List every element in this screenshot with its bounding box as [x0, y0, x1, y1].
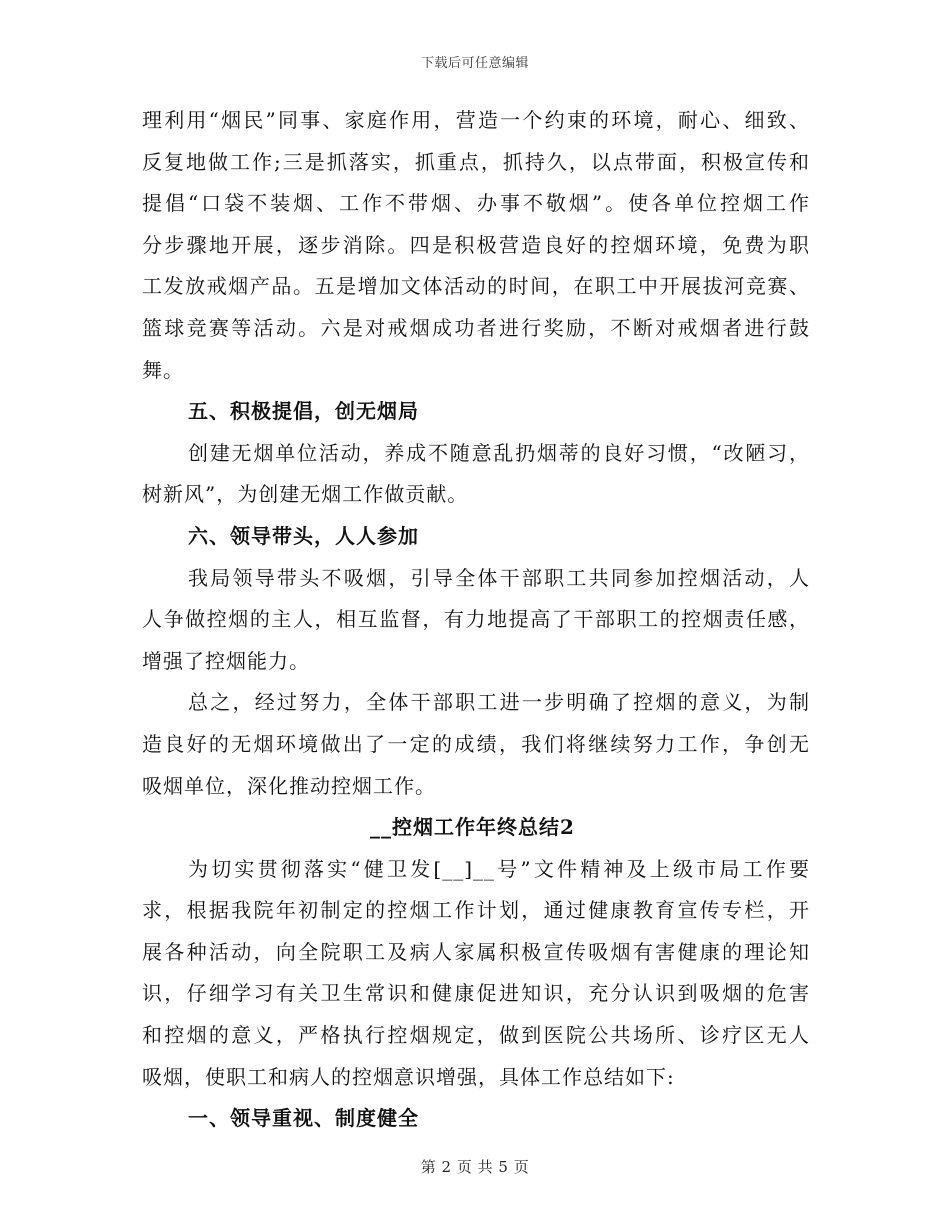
- body-text-line: 识，仔细学习有关卫生常识和健康促进知识，充分认识到吸烟的危害: [142, 981, 810, 1006]
- body-text-line: 求，根据我院年初制定的控烟工作计划，通过健康教育宣传专栏，开: [142, 898, 810, 923]
- body-text-line: 吸烟，使职工和病人的控烟意识增强，具体工作总结如下:: [142, 1064, 675, 1089]
- body-text-line: 分步骤地开展，逐步消除。四是积极营造良好的控烟环境，免费为职: [142, 232, 810, 257]
- section-heading-1: 一、领导重视、制度健全: [188, 1106, 419, 1131]
- body-text-line: 总之，经过努力，全体干部职工进一步明确了控烟的意义，为制: [188, 690, 810, 715]
- body-text-line: 树新风”，为创建无烟工作做贡献。: [142, 482, 469, 507]
- document-body: [142, 100, 810, 1140]
- body-text-line: 舞。: [142, 357, 184, 382]
- body-text-line: 篮球竞赛等活动。六是对戒烟成功者进行奖励，不断对戒烟者进行鼓: [142, 315, 810, 340]
- section-heading-6: 六、领导带头，人人参加: [188, 523, 419, 548]
- body-text-line: 增强了控烟能力。: [142, 648, 310, 673]
- document-title-2: __控烟工作年终总结2: [370, 815, 575, 840]
- page-footer: 第 2 页 共 5 页: [420, 1158, 530, 1176]
- page-header: 下载后可任意编辑: [420, 56, 529, 71]
- body-text-line: 理利用“烟民”同事、家庭作用，营造一个约束的环境，耐心、细致、: [142, 108, 810, 132]
- body-text-line: 工发放戒烟产品。五是增加文体活动的时间，在职工中开展拔河竞赛、: [142, 274, 810, 299]
- body-text-line: 为切实贯彻落实“健卫发[__]__号”文件精神及上级市局工作要: [188, 856, 810, 881]
- section-heading-5: 五、积极提倡，创无烟局: [188, 399, 419, 424]
- body-text-line: 造良好的无烟环境做出了一定的成绩，我们将继续努力工作，争创无: [142, 731, 810, 756]
- body-text-line: 创建无烟单位活动，养成不随意乱扔烟蒂的良好习惯，“改陋习，: [188, 440, 810, 465]
- body-text-line: 我局领导带头不吸烟，引导全体干部职工共同参加控烟活动，人: [188, 565, 810, 590]
- body-text-line: 和控烟的意义，严格执行控烟规定，做到医院公共场所、诊疗区无人: [142, 1023, 810, 1048]
- body-text-line: 展各种活动，向全院职工及病人家属积极宣传吸烟有害健康的理论知: [142, 939, 810, 964]
- body-text-line: 吸烟单位，深化推动控烟工作。: [142, 773, 436, 798]
- body-text-line: 反复地做工作;三是抓落实，抓重点，抓持久，以点带面，积极宣传和: [142, 149, 810, 174]
- body-text-line: 提倡“口袋不装烟、工作不带烟、办事不敬烟”。使各单位控烟工作: [142, 191, 810, 216]
- body-text-line: 人争做控烟的主人，相互监督，有力地提高了干部职工的控烟责任感，: [142, 607, 810, 632]
